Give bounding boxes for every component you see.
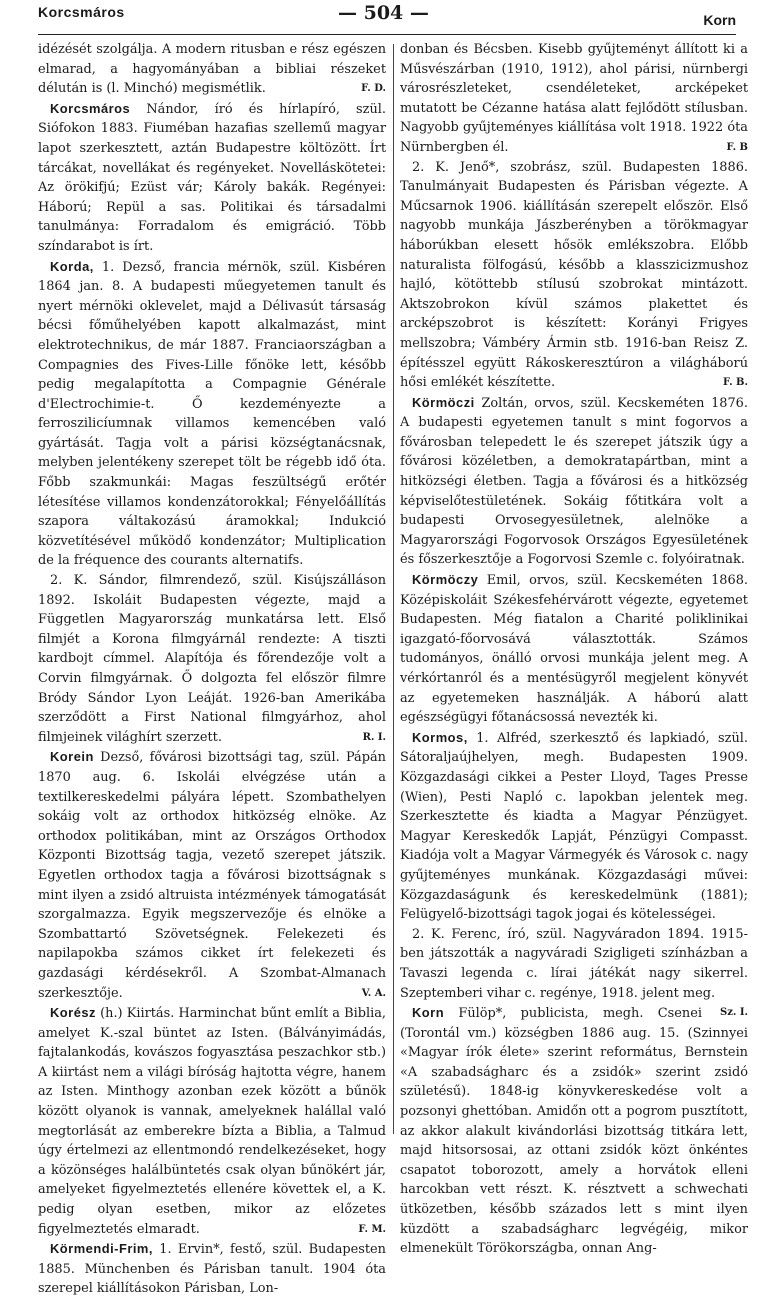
column-divider: [393, 44, 394, 1134]
page-number: — 504 —: [338, 2, 429, 24]
entry-headword: Körmöczy: [412, 572, 479, 588]
entry-paragraph: [400, 570, 748, 728]
entry-paragraph: [38, 1239, 386, 1299]
author-signature: R. I.: [362, 731, 386, 743]
entry-headword: Körmendi-Frim,: [50, 1241, 153, 1257]
entry-headword: Kormos,: [412, 729, 468, 745]
entry-text: 1. Alfréd, szerkesztő és lapkiadó, szül. Sátoraljaújhelyen, megh. Budapesten 1909. Közgazdasági cikkei a Pester Lloyd, Tages Presse (Wien), Pesti Napló c. lapokban jelentek meg. Szerkesztette és kiadta a Magyar Pénzügyet. Magyar Kereskedők Lapját, Pénzügyi Compasst. Kiadója volt a Magyar Vármegyék és Városok c. nagy gyűjteményes munkának. Közgazdasági művei: Közgazdaságunk és kereskedelmünk (1881); Felügyelő-bizottsági tagok jogai és kötelességei.: [400, 730, 748, 923]
entry-text: Emil, orvos, szül. Kecskeméten 1868. Középiskoláit Székesfehérvárott végezte, egyetemet Budapesten. Még fiatalon a Charité poliklinikai igazgató-főorvosává választották. Számos tudományos, önálló orvosi munkája jelent meg. A vérkórtanról és a mentésügyről megjelent könyvét az egyetemeken használják. A háború alatt egészségügyi főtanácsossá nevezték ki.: [400, 573, 748, 726]
author-signature: F. M.: [358, 1223, 386, 1235]
author-signature: F. B.: [723, 377, 748, 389]
entry-headword: Korn: [412, 1005, 445, 1021]
entry-headword: Korda,: [50, 258, 94, 274]
entry-paragraph: [38, 40, 386, 99]
entry-paragraph: [38, 99, 386, 257]
entry-text: Nándor, író és hírlapíró, szül. Siófokon 1883. Fiuméban hazafias szellemű magyar lapot szerkesztett, aztán Budapestre költözött. Írt tárcákat, novellákat és regényeket. Novelláskötetei: Az örökifjú; Ezüst vár; Károly bakák. Regényei: Háború; Repül a sas. Politikai és társadalmi tanulmánya: Forradalom és emigráció. Több színdarabot is írt.: [38, 101, 386, 254]
author-signature: F. B: [726, 141, 748, 153]
entry-text: donban és Bécsben. Kisebb gyűjteményt állított ki a Műsvészárban (1910, 1912), ahol párisi, nürnbergi városrészleteket, csendéleteket, arcképeket mutatott be Cézanne hatása alatt fejlődött stílusban. Nagyobb gyűjteményes kiállítása volt 1918. 1922 óta Nürnbergben él.: [400, 42, 748, 155]
entry-text: 2. K. Jenő*, szobrász, szül. Budapesten 1886. Tanulmányait Budapesten és Párisban végezte. A Műcsarnok 1906. kiállításán szerepelt először. Első nagyobb munkája Jászberényben a törökmagyar háborúkban elesett hősök emlékszobra. Előbb naturalista fölfogású, később a klasszicizmushoz hajló, kötöttebb stílusú szobrokat mintázott. Aktszobrokon kívül számos plakettet és arcképszobrot is készített: Korányi Frigyes mellszobra; Vámbéry Ármin stb. 1916-ban Reisz Z. építésszel együtt Rákoskeresztúron a világháború hősi emlékét készítette.: [400, 159, 748, 391]
entry-paragraph: [400, 40, 748, 158]
entry-text: 2. K. Sándor, filmrendező, szül. Kisújszálláson 1892. Iskoláit Budapesten végezte, majd a Független Magyarország munkatársa lett. Első filmjét a Korona filmgyárnál rendezte: A tiszti kardbojt címmel. Alapítója és főrendezője volt a Corvin filmgyárnak. Ő dolgozta fel először filmre Bródy Sándor Lyon Leáját. 1926-ban Amerikába szerződött a First National filmgyárhoz, ahol filmjeinek világhírt szerzett.: [38, 573, 386, 745]
entry-text: 1. Ervin*, festő, szül. Budapesten 1885. Münchenben és Párisban tanult. 1904 óta szerepel kiállításokon Párisban, Lon-: [38, 1242, 386, 1297]
left-column: [38, 40, 386, 1299]
entry-headword: Körmöczi: [412, 394, 475, 410]
entry-paragraph: [38, 747, 386, 1003]
entry-headword: Korein: [50, 749, 94, 765]
entry-paragraph: [38, 571, 386, 747]
entry-paragraph: [400, 1003, 748, 1259]
entry-paragraph: [400, 158, 748, 393]
running-head-right: Korn: [703, 12, 736, 28]
entry-text: 1. Dezső, francia mérnök, szül. Kisbéren 1864 jan. 8. A budapesti műegyetemen tanult és nyert mérnöki oklevelet, majd a Délivasút társaság bécsi főműhelyében kapott alkalmazást, mint elektrotechnikus, de már 1887. Franciaországban a Compagnies des Fives-Lille főnöke lett, később pedig megalapította a Compagnie Générale d'Electrochimie-t. Ő kezdeményezte a ferroszilicíumnak villamos kemencében való gyártását. Tagja volt a párisi községtanácsnak, melyben jelentékeny szerepet tölt be régebb idő óta. Főbb szakmunkái: Magas feszültségű erőtér létesítése villamos kondenzátorokkal; Fényelőállítás szapora váltakozású áramokkal; Indukció közvetítésével működő kondenzátor; Multiplication de la fréquence des courants alternatifs.: [38, 259, 386, 569]
entry-headword: Korcsmáros: [50, 100, 131, 116]
right-column: [400, 40, 748, 1259]
entry-paragraph: [400, 393, 748, 570]
entry-headword: Korész: [50, 1005, 96, 1021]
running-head-left: Korcsmáros: [38, 4, 125, 20]
page-header: [38, 4, 736, 32]
entry-text: idézését szolgálja. A modern ritusban e rész egészen elmarad, a hagyományában a bibliai részeket délután is (l. Minchó) megismétlik.: [38, 42, 386, 97]
entry-text: Zoltán, orvos, szül. Kecskeméten 1876. A budapesti egyetemen tanult s mint fogorvos a fővárosban telepedett le és szerepet játszik úgy a fővárosi közéletben, a demokratapártban, mint a hitközségi életben. Tagja a fővárosi és a hitközség képviselőtestületének. Sokáig főtitkára volt a budapesti Orvosegyesületnek, alelnöke a Magyarországi Fogorvosok Országos Egyesületének és főszerkesztője a Fogorvosi Szemle c. folyóiratnak.: [400, 395, 748, 568]
entry-text: (h.) Kiirtás. Harminchat bűnt említ a Biblia, amelyet K.-szal büntet az Isten. (Bálványimádás, fajtalankodás, kovászos fogyasztása peszachkor stb.) A kiirtást nem a világi bíróság hajtotta végre, hanem az Isten. Minthogy azonban ezek között a bűnök között olyanok is vannak, amelyeknek halállal való megtorlását az emberekre bízta a Biblia, a Talmud úgy értelmezi az ellentmondó rendelkezéseket, hogy a közönséges halálbüntetés csak olyan bűnökért jár, amelyeket figyelmeztetés ellenére követtek el, a K. pedig olyan esetben, mikor az előzetes figyelmeztetés elmaradt.: [38, 1006, 386, 1237]
author-signature: F. D.: [361, 83, 386, 95]
header-rule: [38, 34, 736, 35]
entry-paragraph: [38, 257, 386, 572]
entry-paragraph: [38, 1003, 386, 1239]
entry-text: Dezső, fővárosi bizottsági tag, szül. Pápán 1870 aug. 6. Iskolái elvégzése után a textilkereskedelmi pályára lépett. Szombathelyen sokáig volt az orthodox hitközség elnöke. Az orthodox politikában, mint az Országos Orthodox Központi Bizottság tagja, vezető szerepet játszik. Egyetlen orthodox tagja a fővárosi bizottságnak s mint ilyen a zsidó altruista intézmények támogatását szorgalmazza. Egyik megszervezője és elnöke a Szombattartó Szövetségnek. Felekezeti és napilapokba számos cikket írt felekezeti és gazdasági kérdésekről. A Szombat-Almanach szerkesztője.: [38, 750, 386, 1001]
author-signature: Sz. I.: [719, 1007, 748, 1019]
author-signature: V. A.: [361, 987, 386, 999]
entry-paragraph: [400, 728, 748, 925]
entry-text: Fülöp*, publicista, megh. Csenei (Torontál vm.) községben 1886 aug. 15. (Szinnyei «Magyar írók élete» szerint református, Bernstein «A szabadságharc és a zsidók» szerint zsidó születésű). 1848-ig könyvkereskedése volt a pozsonyi ghettóban. Amidőn ott a pogrom pusztított, az akkor alakult kivándorlási bizottság titkára lett, majd hitsorsosai, az ottani zsidók közt önkéntes csapatot toborozott, amely a horvátok elleni harcokban vett részt. K. résztvett a schwechati ütközetben, később százados lett s mint ilyen küzdött a szabadságharc legvégéig, mikor elmenekült Törökországba, onnan Ang-: [400, 1006, 748, 1257]
entry-text: 2. K. Ferenc, író, szül. Nagyváradon 1894. 1915-ben játszották a nagyváradi Szigligeti színházban a Tavaszi legenda c. lírai játékát nagy sikerrel. Szeptemberi vihar c. regénye, 1918. jelent meg.: [400, 926, 748, 1001]
